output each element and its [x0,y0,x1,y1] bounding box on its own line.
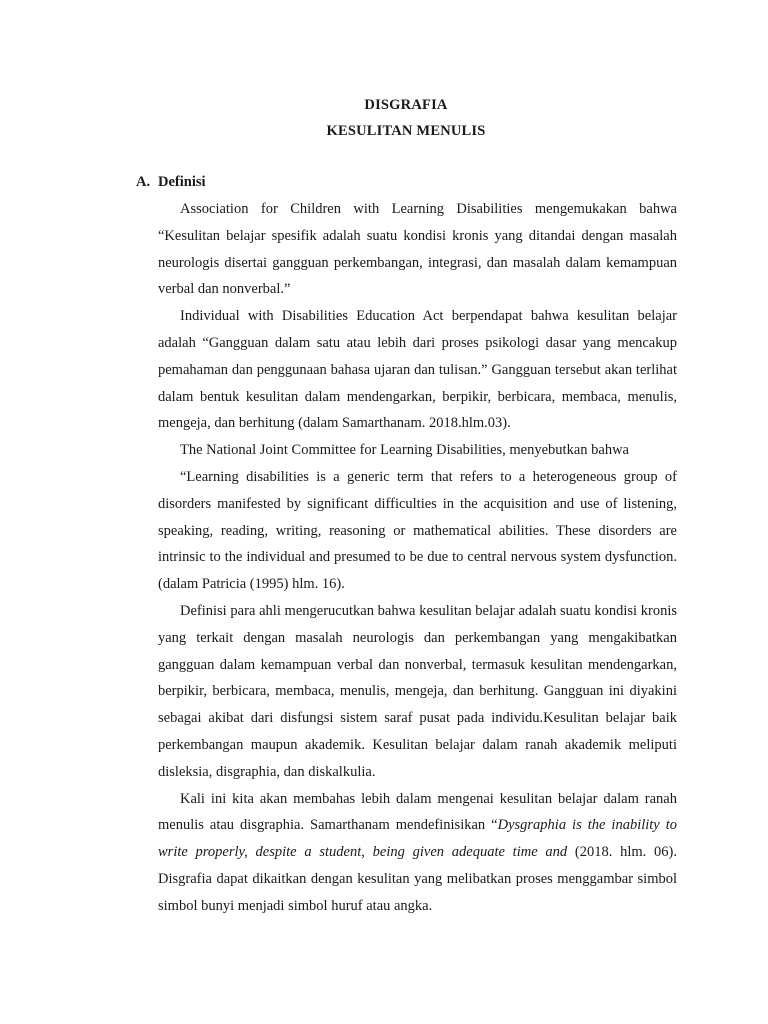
paragraph-1: Association for Children with Learning Disabilities mengemukakan bahwa “Kesulitan belajar spesifik adalah suatu kondisi kronis yang ditandai dengan masalah neurologis disertai gangguan perkembangan, integrasi, dan masalah dalam kemampuan verbal dan nonverbal.” [158,201,677,298]
paragraph-2: Individual with Disabilities Education Act berpendapat bahwa kesulitan belajar adalah “Gangguan dalam satu atau lebih dari proses psikologi dasar yang mencakup pemahaman dan penggunaan bahasa ujaran dan tulisan.” Gangguan tersebut akan terlihat dalam bentuk kesulitan dalam mendengarkan, berpikir, berbicara, membaca, menulis, mengeja, dan berhitung (dalam Samarthanam. 2018.hlm.03). [158,308,677,432]
paragraph-6-text-before: Kali ini kita akan membahas lebih dalam mengenai kesulitan belajar dalam ranah menulis atau disgraphia. Samarthanam mendefinisikan “ [158,790,677,834]
document-title-block [0,92,768,144]
section-heading-text: Definisi [158,174,206,190]
paragraph-6-italic-quote: Dysgraphia is the inability to write properly, despite a student, being given adequate time and [158,817,678,861]
paragraph-5: Definisi para ahli mengerucutkan bahwa kesulitan belajar adalah suatu kondisi kronis yang terkait dengan masalah neurologis dan perkembangan yang mengakibatkan gangguan dalam kemampuan verbal dan nonverbal, termasuk kesulitan mendengarkan, berpikir, berbicara, membaca, menulis, mengeja, dan berhitung. Gangguan ini diyakini sebagai akibat dari disfungsi sistem saraf pusat pada individu.Kesulitan belajar baik perkembangan maupun akademik. Kesulitan belajar dalam ranah akademik meliputi disleksia, disgraphia, dan diskalkulia. [158,602,677,780]
paragraph-3: The National Joint Committee for Learning Disabilities, menyebutkan bahwa [180,442,629,459]
body-text [158,196,677,920]
paragraph-6-text-after: (2018. hlm. 06). Disgrafia dapat dikaitkan dengan kesulitan yang melibatkan proses menggambar simbol simbol bunyi menjadi simbol huruf atau angka. [158,844,677,914]
section-marker: A. [136,174,151,190]
paragraph-4-quote: “Learning disabilities is a generic term that refers to a heterogeneous group of disorders manifested by significant difficulties in the acquisition and use of listening, speaking, reading, writing, reasoning or mathematical abilities. These disorders are intrinsic to the individual and presumed to be due to central nervous system dysfunction. (dalam Patricia (1995) hlm. 16). [158,468,677,593]
paragraph-6 [158,786,677,920]
document-subtitle: KESULITAN MENULIS [326,123,486,139]
document-title: DISGRAFIA [364,97,448,113]
section-heading [136,170,206,194]
